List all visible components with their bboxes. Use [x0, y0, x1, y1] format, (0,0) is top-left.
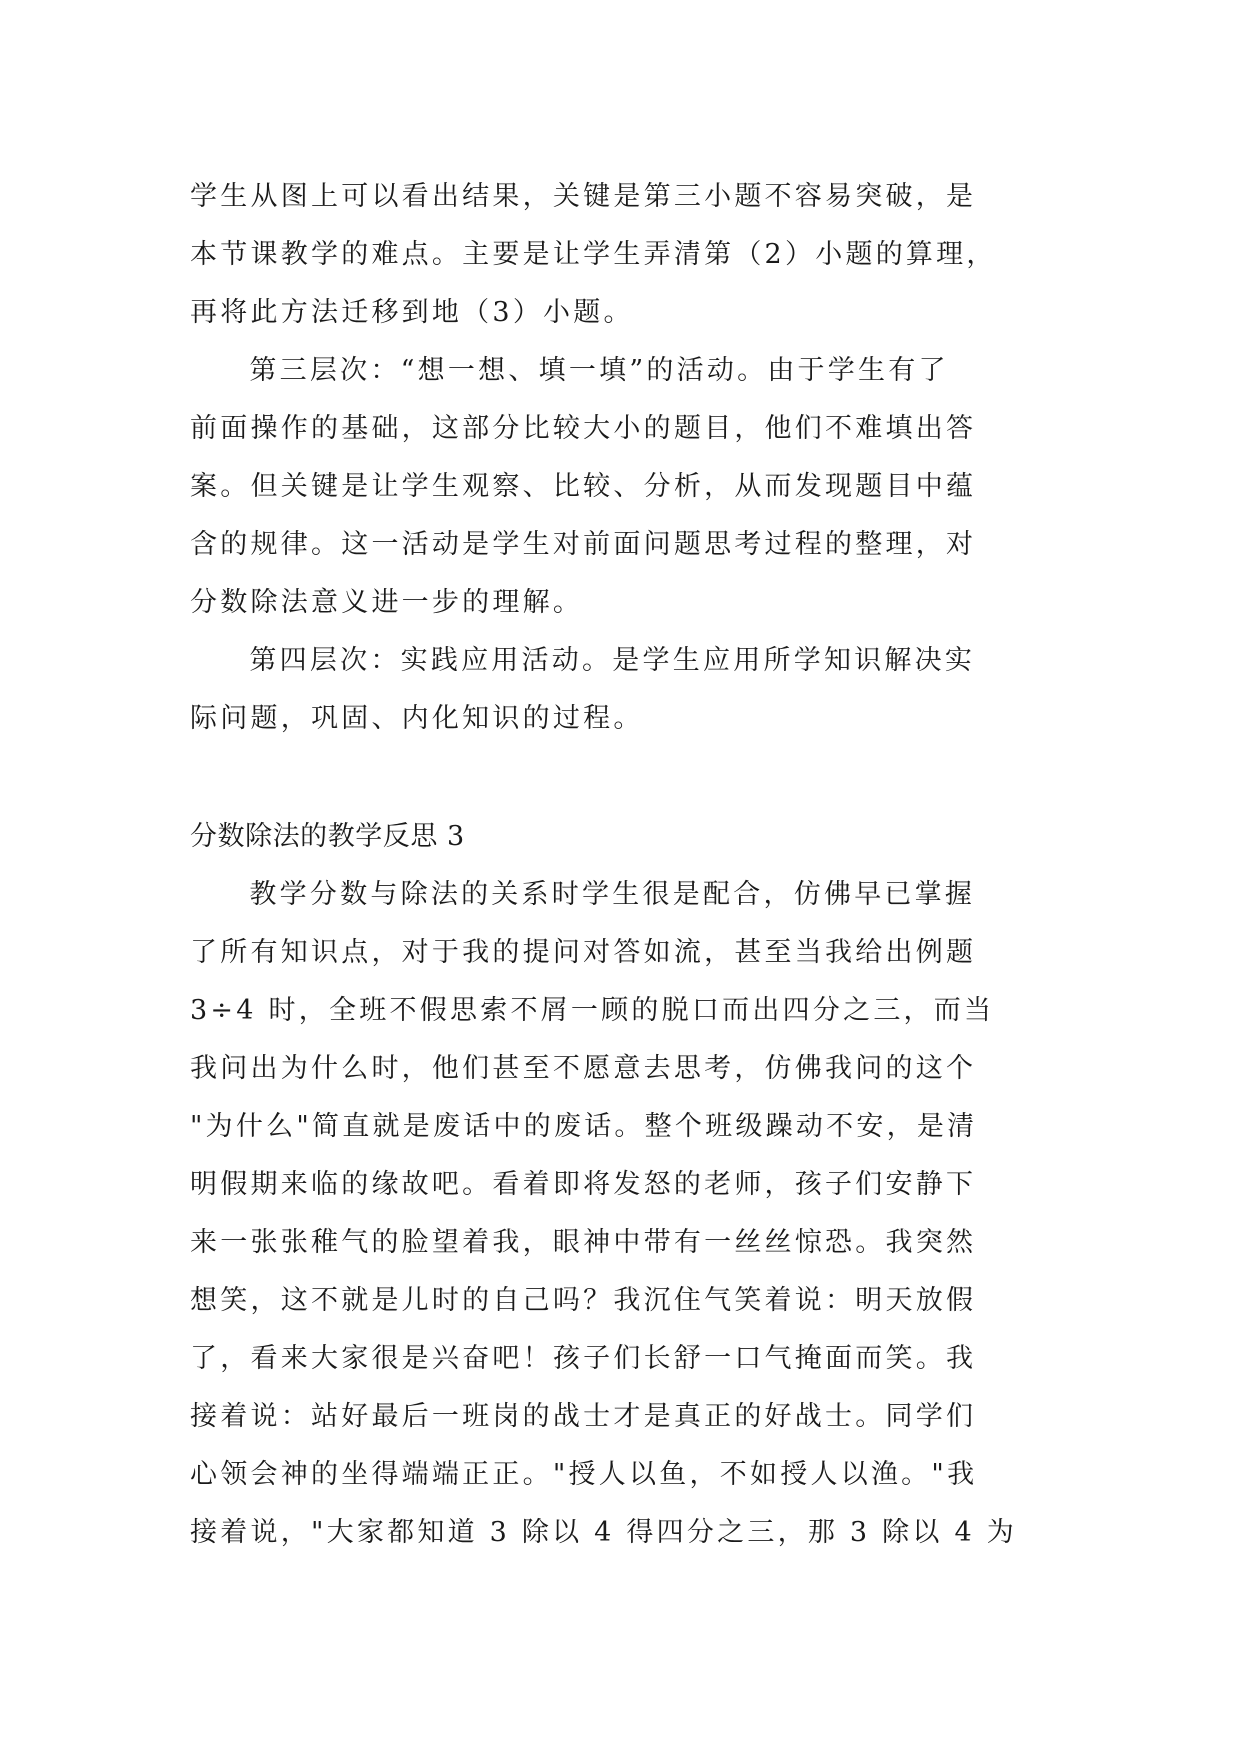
text-line: 教学分数与除法的关系时学生很是配合，仿佛早已掌握 [249, 879, 976, 910]
text-line: "为什么"简直就是废话中的废话。整个班级躁动不安，是清 [190, 1111, 978, 1142]
text-line: 际问题，巩固、内化知识的过程。 [190, 703, 644, 734]
text-line: 前面操作的基础，这部分比较大小的题目，他们不难填出答 [190, 413, 977, 444]
paragraph-p2 [190, 342, 1050, 632]
text-line: 3÷4 时，全班不假思索不屑一顾的脱口而出四分之三，而当 [190, 995, 995, 1026]
text-line: 我问出为什么时，他们甚至不愿意去思考，仿佛我问的这个 [190, 1053, 977, 1084]
text-line: 明假期来临的缘故吧。看着即将发怒的老师，孩子们安静下 [190, 1169, 977, 1200]
paragraph-p1 [190, 168, 1050, 342]
section-title: 分数除法的教学反思 3 [190, 821, 465, 852]
text-line: 含的规律。这一活动是学生对前面问题思考过程的整理，对 [190, 529, 977, 560]
text-line: 想笑，这不就是儿时的自己吗？我沉住气笑着说：明天放假 [190, 1285, 977, 1316]
text-line: 接着说，"大家都知道 3 除以 4 得四分之三，那 3 除以 4 为 [190, 1517, 1017, 1548]
text-line: 第三层次：“想一想、填一填”的活动。由于学生有了 [249, 355, 949, 386]
text-line: 案。但关键是让学生观察、比较、分析，从而发现题目中蕴 [190, 471, 977, 502]
text-line: 分数除法意义进一步的理解。 [190, 587, 584, 618]
document-page [190, 168, 1050, 1562]
text-line: 心领会神的坐得端端正正。"授人以鱼，不如授人以渔。"我 [190, 1459, 978, 1490]
text-line: 本节课教学的难点。主要是让学生弄清第（2）小题的算理， [190, 239, 997, 270]
text-line: 学生从图上可以看出结果，关键是第三小题不容易突破，是 [190, 181, 977, 212]
section-paragraph [190, 866, 1050, 1562]
text-line: 了，看来大家很是兴奋吧！孩子们长舒一口气掩面而笑。我 [190, 1343, 977, 1374]
paragraph-p3 [190, 632, 1050, 748]
text-line: 第四层次：实践应用活动。是学生应用所学知识解决实 [249, 645, 976, 676]
text-line: 来一张张稚气的脸望着我，眼神中带有一丝丝惊恐。我突然 [190, 1227, 977, 1258]
text-line: 了所有知识点，对于我的提问对答如流，甚至当我给出例题 [190, 937, 977, 968]
text-line: 再将此方法迁移到地（3）小题。 [190, 297, 634, 328]
text-line: 接着说：站好最后一班岗的战士才是真正的好战士。同学们 [190, 1401, 977, 1432]
